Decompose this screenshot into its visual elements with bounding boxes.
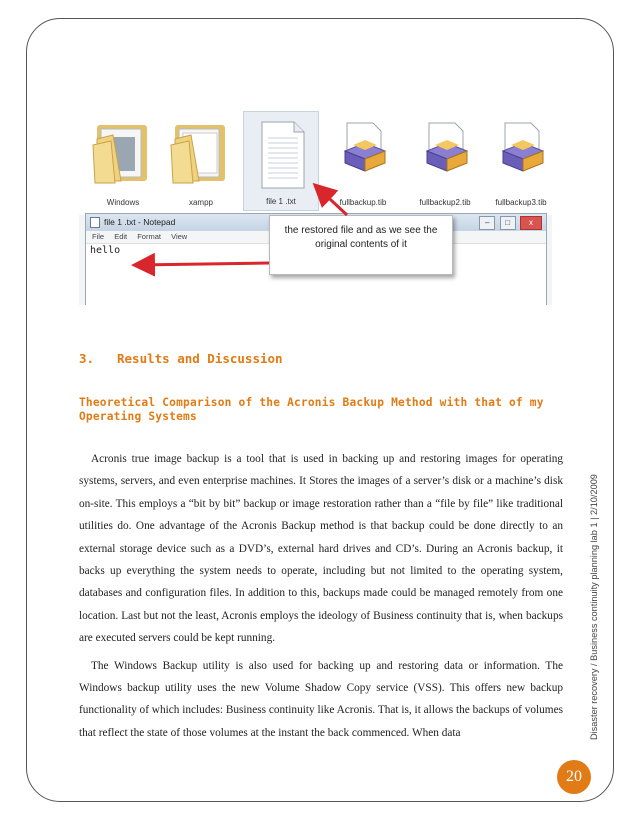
maximize-button[interactable]: □ bbox=[500, 216, 516, 230]
menu-view[interactable]: View bbox=[171, 232, 188, 241]
section-title: Results and Discussion bbox=[117, 351, 283, 366]
file-label: Windows bbox=[106, 198, 140, 207]
arrow-to-text-file bbox=[317, 187, 347, 215]
annotation-arrows bbox=[79, 103, 552, 305]
paragraph: The Windows Backup utility is also used for backing up and restoring data or information. The Windows backup utility uses the new Volume Shadow Copy service (VSS). This offers new backup functionality of which includes: Business continuity like Acronis. That is, it allows the backups of volumes that reflect the state of those volumes at the instant the back commenced. When data bbox=[79, 659, 563, 739]
section-heading bbox=[79, 351, 283, 366]
callout-box: the restored file and as we see the original contents of it bbox=[269, 215, 453, 275]
notepad-content[interactable]: hello bbox=[90, 245, 121, 256]
file-label: file 1 .txt bbox=[266, 197, 296, 206]
close-button[interactable]: x bbox=[520, 216, 542, 230]
file-label: xampp bbox=[188, 198, 213, 207]
minimize-button[interactable]: – bbox=[479, 216, 495, 230]
page-number: 20 bbox=[557, 760, 591, 794]
file-label: fullbackup3.tib bbox=[495, 198, 547, 207]
section-number: 3. bbox=[79, 351, 95, 366]
menu-file[interactable]: File bbox=[92, 232, 105, 241]
backup-screenshot bbox=[79, 103, 552, 305]
file-label: fullbackup.tib bbox=[339, 198, 387, 207]
notepad-title: file 1 .txt - Notepad bbox=[104, 217, 176, 227]
running-header: Disaster recovery / Business continuity planning lab 1 | 2/10/2009 bbox=[589, 474, 599, 740]
subheading: Theoretical Comparison of the Acronis Backup Method with that of my Operating Systems bbox=[79, 396, 544, 423]
menu-format[interactable]: Format bbox=[137, 232, 161, 241]
arrow-to-notepad-content bbox=[137, 263, 269, 265]
menu-edit[interactable]: Edit bbox=[114, 232, 128, 241]
file-label: fullbackup2.tib bbox=[419, 198, 471, 207]
body-text bbox=[79, 448, 563, 749]
paragraph: Acronis true image backup is a tool that is used in backing up and restoring images for operating systems, servers, and even enterprise machines. It Stores the images of a server’s disk or a machine’s disk on-site. This employs a “bit by bit” backup or image restoration rather than a “file by file” like traditional utilities do. One advantage of the Acronis Backup method is that backup could be done directly to an external storage device such as a DVD’s, external hard drives and CD’s. During an Acronis backup, it backs up everything the system needs to operate, including but not limited to the operating system, databases and configuration files. In addition to this, backups made could be managed remotely from one location. Last but not the least, Acronis employs the ideology of Business continuity that is, when backups are executed servers could be kept running. bbox=[79, 453, 563, 645]
